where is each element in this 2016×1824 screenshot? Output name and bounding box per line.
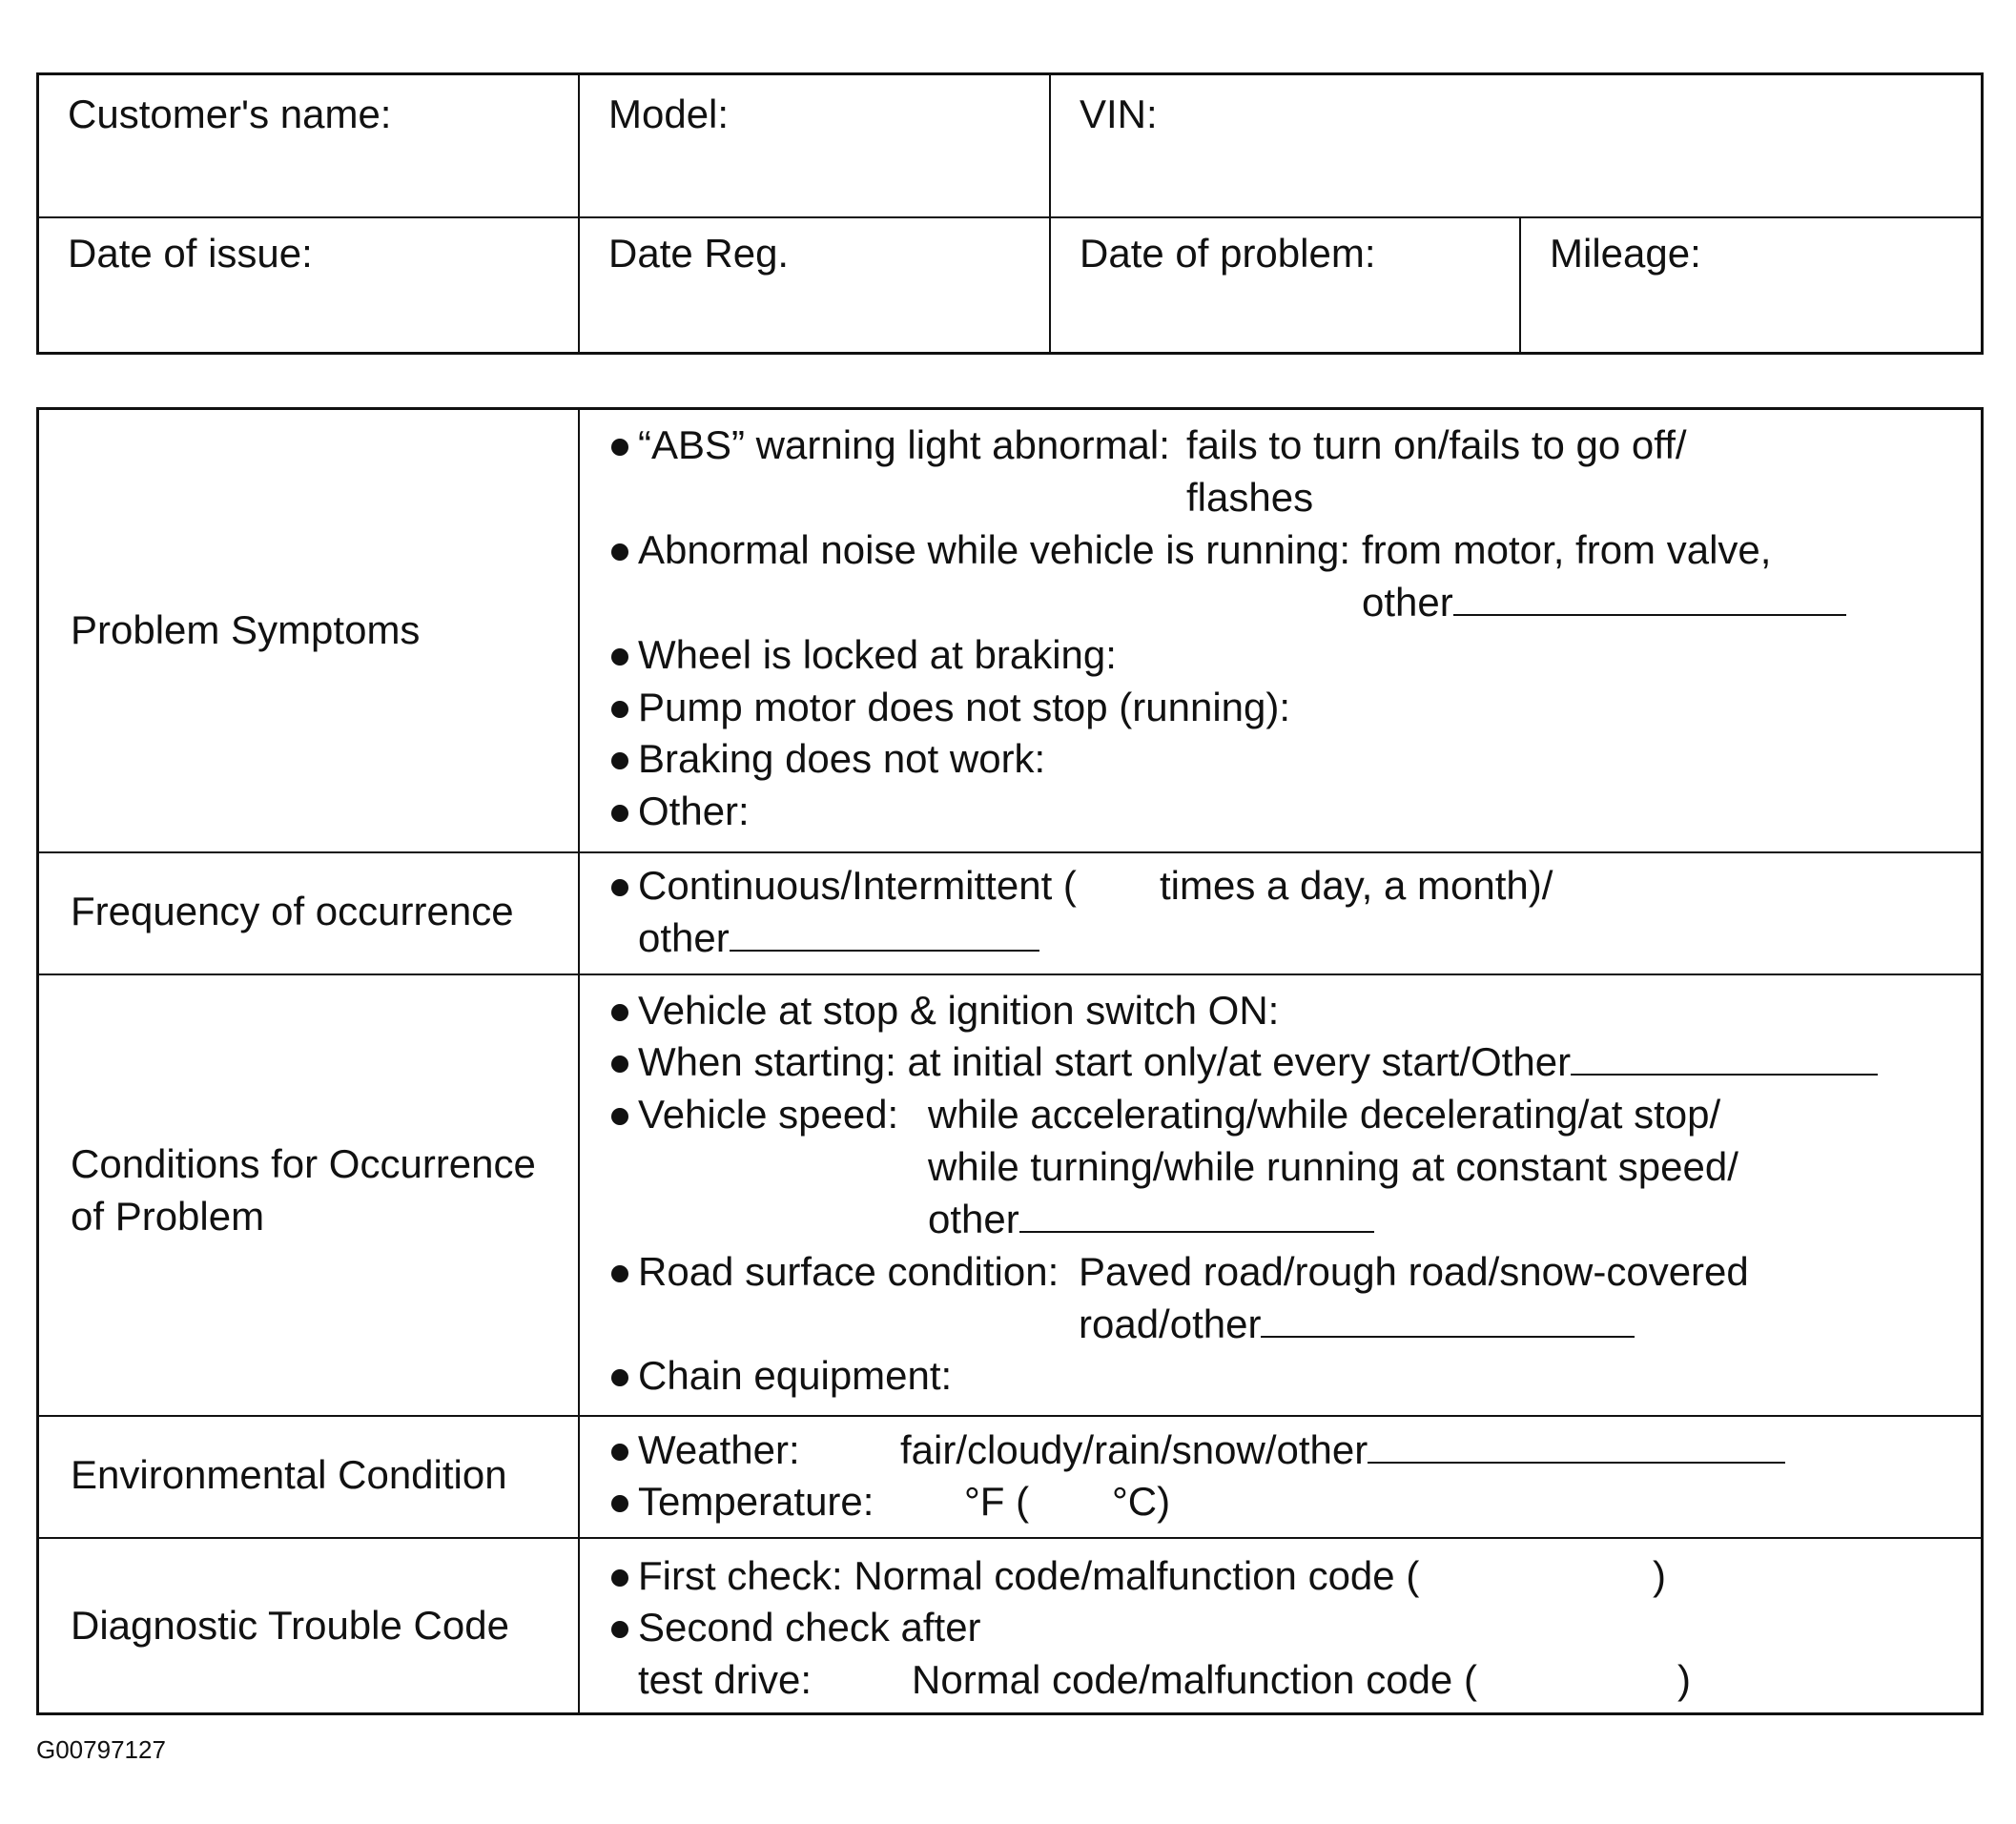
bullet-icon [611,543,628,561]
bullet-icon [611,1055,628,1073]
bullet-icon [611,701,628,718]
vin-label: VIN: [1080,92,1158,136]
other-symptom-item[interactable]: Other: [638,789,750,833]
conditions-label-2: of Problem [71,1194,265,1239]
weather-label: Weather: [638,1427,800,1472]
bullet-icon [611,1444,628,1461]
abnormal-noise-other[interactable]: other [1362,581,1846,625]
bullet-icon [611,752,628,769]
noise-other-blank[interactable] [1453,584,1846,616]
problem-details-table [36,407,1984,1715]
date-of-problem-cell[interactable] [1049,218,1519,355]
date-reg-cell[interactable] [578,218,1049,355]
vehicle-at-stop-item[interactable]: Vehicle at stop & ignition switch ON: [638,988,1280,1033]
model-cell[interactable] [578,75,1049,216]
frequency-row [39,851,1981,973]
bullet-icon [611,1108,628,1125]
vehicle-info-row-1 [39,75,1981,216]
vin-cell[interactable] [1049,75,1981,216]
bullet-icon [611,439,628,456]
bullet-icon [611,1495,628,1512]
weather-other-blank[interactable] [1368,1431,1785,1464]
road-other-blank[interactable] [1261,1305,1635,1338]
abnormal-noise-values[interactable]: from motor, from valve, [1362,527,1772,572]
figure-code: G00797127 [36,1735,166,1764]
bullet-icon [611,1621,628,1638]
frequency-label: Frequency of occurrence [71,889,514,933]
vehicle-info-table [36,72,1984,355]
frequency-continuous[interactable]: Continuous/Intermittent ( [638,863,1077,908]
test-drive-label: test drive: [638,1657,813,1702]
starting-other-blank[interactable] [1571,1043,1878,1076]
first-check-item[interactable]: First check: Normal code/malfunction code ( [638,1553,1420,1598]
weather-values[interactable]: fair/cloudy/rain/snow/other [900,1428,1785,1472]
abnormal-noise-label: Abnormal noise while vehicle is running: [638,527,1351,572]
temperature-label: Temperature: [638,1479,874,1524]
date-of-issue-label: Date of issue: [68,231,313,276]
mileage-label: Mileage: [1550,231,1701,276]
abs-warning-values-2[interactable]: flashes [1186,475,1314,520]
vehicle-speed-other[interactable]: other [928,1198,1374,1241]
bullet-icon [611,1569,628,1587]
braking-item[interactable]: Braking does not work: [638,736,1046,781]
vehicle-speed-values[interactable]: while accelerating/while decelerating/at stop/ [928,1092,1721,1137]
road-surface-values[interactable]: Paved road/rough road/snow-covered [1079,1249,1749,1294]
second-check-item[interactable]: Normal code/malfunction code ( [912,1657,1477,1702]
temperature-f[interactable]: °F ( [964,1479,1030,1524]
bullet-icon [611,1004,628,1021]
bullet-icon [611,648,628,666]
problem-symptoms-row [39,410,1981,851]
frequency-times[interactable]: times a day, a month)/ [1160,863,1553,908]
vehicle-info-row-2 [39,216,1981,355]
vehicle-speed-label: Vehicle speed: [638,1092,899,1137]
second-check-close: ) [1677,1657,1691,1702]
first-check-close: ) [1653,1553,1666,1598]
customer-name-label: Customer's name: [68,92,392,136]
bullet-icon [611,1265,628,1282]
conditions-row [39,973,1981,1415]
mileage-cell[interactable] [1519,218,1981,355]
frequency-other-blank[interactable] [730,919,1039,952]
bullet-icon [611,879,628,896]
road-surface-other[interactable]: road/other [1079,1302,1635,1346]
date-of-issue-cell[interactable] [39,218,578,355]
abs-warning-values[interactable]: fails to turn on/fails to go off/ [1186,422,1687,467]
dtc-row [39,1537,1981,1712]
chain-equipment-item[interactable]: Chain equipment: [638,1353,953,1398]
bullet-icon [611,1369,628,1386]
road-surface-label: Road surface condition: [638,1249,1059,1294]
problem-symptoms-label: Problem Symptoms [71,607,421,652]
vehicle-speed-values-2[interactable]: while turning/while running at constant speed/ [928,1144,1738,1189]
environment-row [39,1415,1981,1537]
bullet-icon [611,805,628,822]
pump-motor-item[interactable]: Pump motor does not stop (running): [638,685,1291,729]
date-of-problem-label: Date of problem: [1080,231,1376,276]
conditions-label: Conditions for Occurrence [71,1141,536,1186]
abs-warning-label: “ABS” warning light abnormal: [638,422,1170,467]
dtc-label: Diagnostic Trouble Code [71,1603,509,1648]
temperature-c[interactable]: °C) [1112,1479,1171,1524]
when-starting-item[interactable]: When starting: at initial start only/at every start/Other [638,1040,1878,1084]
model-label: Model: [608,92,730,136]
speed-other-blank[interactable] [1019,1200,1374,1233]
wheel-locked-item[interactable]: Wheel is locked at braking: [638,632,1117,677]
date-reg-label: Date Reg. [608,231,790,276]
frequency-other[interactable]: other [638,916,1039,960]
second-check-label: Second check after [638,1605,981,1650]
customer-name-cell[interactable] [39,75,578,216]
environment-label: Environmental Condition [71,1452,507,1497]
